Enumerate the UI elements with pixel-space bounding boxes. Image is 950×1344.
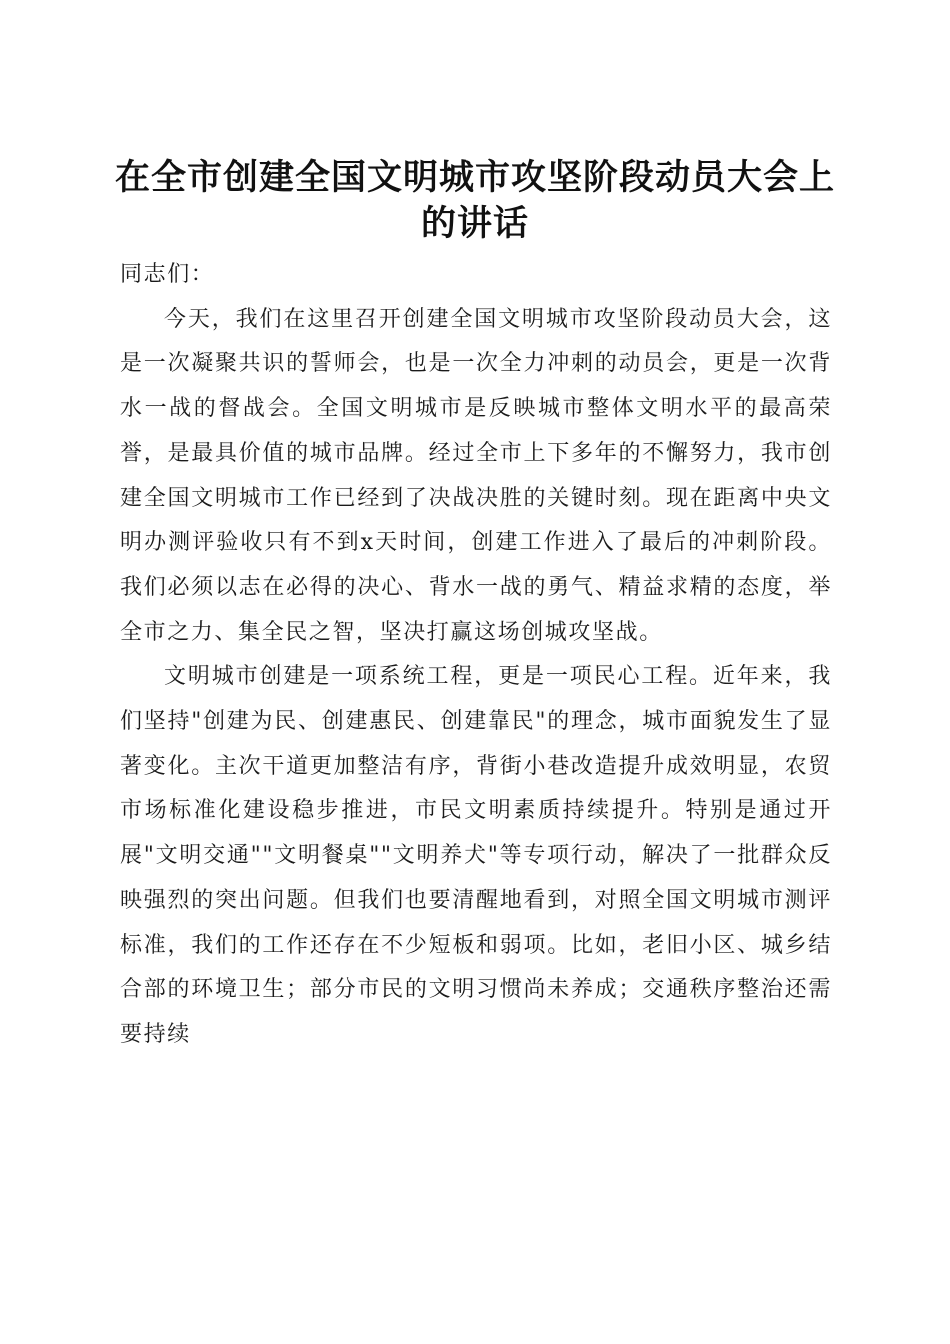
document-title	[100, 155, 850, 247]
paragraph-2: 文明城市创建是一项系统工程，更是一项民心工程。近年来，我们坚持"创建为民、创建惠民、创建靠民"的理念，城市面貌发生了显著变化。主次干道更加整洁有序，背街小巷改造提升成效明显，农贸市场标准化建设稳步推进，市民文明素质持续提升。特别是通过开展"文明交通""文明餐桌""文明养犬"等专项行动，解决了一批群众反映强烈的突出问题。但我们也要清醒地看到，对照全国文明城市测评标准，我们的工作还存在不少短板和弱项。比如，老旧小区、城乡结合部的环境卫生；部分市民的文明习惯尚未养成；交通秩序整治还需要持续	[120, 664, 832, 1047]
title-line-2: 的讲话	[420, 203, 529, 245]
document-body	[120, 253, 832, 1058]
paragraph-1: 今天，我们在这里召开创建全国文明城市攻坚阶段动员大会，这是一次凝聚共识的誓师会，也是一次全力冲刺的动员会，更是一次背水一战的督战会。全国文明城市是反映城市整体文明水平的最高荣誉，是最具价值的城市品牌。经过全市上下多年的不懈努力，我市创建全国文明城市工作已经到了决战决胜的关键时刻。现在距离中央文明办测评验收只有不到x天时间，创建工作进入了最后的冲刺阶段。我们必须以志在必得的决心、背水一战的勇气、精益求精的态度，举全市之力、集全民之智，坚决打赢这场创城攻坚战。	[120, 306, 832, 645]
greeting: 同志们：	[120, 262, 215, 287]
title-line-1: 在全市创建全国文明城市攻坚阶段动员大会上	[114, 157, 835, 199]
